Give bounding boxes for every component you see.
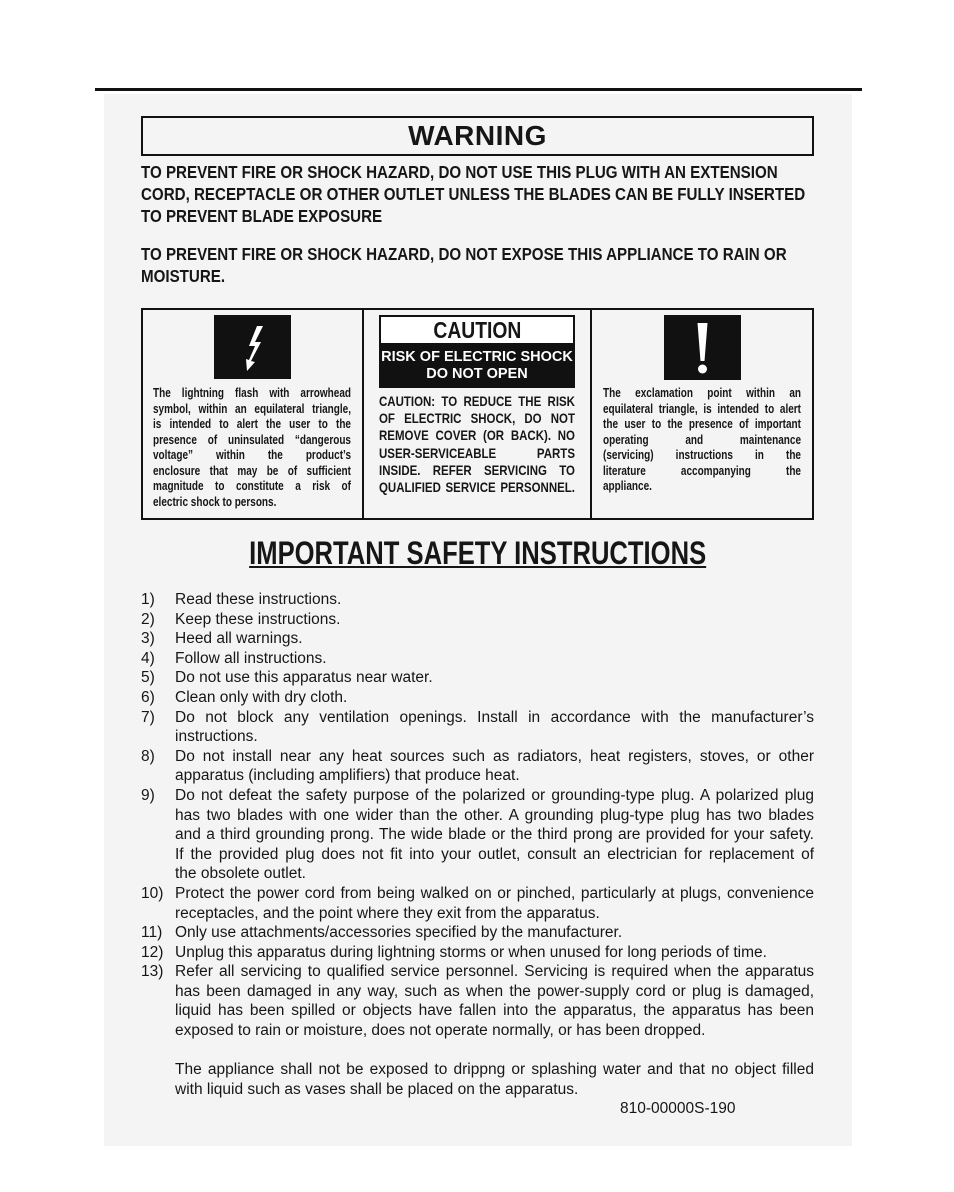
list-item (141, 747, 814, 786)
item-text-line: Do not use this apparatus near water. (175, 669, 433, 687)
description-line: operating and maintenance (603, 432, 801, 447)
column-divider (590, 310, 592, 518)
item-number: 12) (141, 943, 164, 961)
warning-line: TO PREVENT BLADE EXPOSURE (141, 206, 383, 226)
water-exposure-note (141, 1060, 814, 1099)
item-number: 7) (141, 708, 155, 726)
caution-label-box (379, 315, 575, 345)
item-text (175, 962, 814, 1040)
item-text (175, 943, 814, 963)
item-text-line: Follow all instructions. (175, 649, 327, 667)
description-line: electric shock to persons. (153, 494, 277, 509)
item-text-line: receptacles, and the point where they exit from the apparatus. (175, 904, 600, 922)
description-line: magnitude to constitute a risk of (153, 479, 351, 493)
banner-line: RISK OF ELECTRIC SHOCK (381, 349, 573, 365)
item-number: 8) (141, 747, 155, 765)
warning-line: TO PREVENT FIRE OR SHOCK HAZARD, DO NOT USE THIS PLUG WITH AN EXTENSION (141, 162, 778, 182)
instructions-heading (141, 535, 814, 571)
list-item (141, 649, 814, 669)
description-line: voltage” within the product’s (153, 448, 351, 462)
description-line: (servicing) instructions in the (603, 448, 801, 462)
item-text-line: Refer all servicing to qualified service personnel. Servicing is required when the apparatus (175, 963, 814, 981)
item-text (175, 668, 814, 688)
lightning-flash-icon (214, 315, 291, 379)
item-text-line: Heed all warnings. (175, 630, 303, 648)
warning-title: WARNING (408, 120, 547, 151)
item-text-line: Only use attachments/accessories specified by the manufacturer. (175, 924, 623, 942)
item-number: 6) (141, 688, 155, 706)
item-text-line: Keep these instructions. (175, 610, 341, 628)
exclamation-symbol-description (603, 386, 801, 495)
item-number: 2) (141, 610, 155, 628)
item-text-line: Protect the power cord from being walked on or pinched, particularly at plugs, convenience (175, 884, 814, 902)
item-text (175, 884, 814, 923)
description-line: appliance. (603, 479, 652, 493)
item-number: 5) (141, 669, 155, 687)
banner-line: DO NOT OPEN (426, 366, 528, 382)
item-text (175, 688, 814, 708)
item-text (175, 786, 814, 884)
description-line: is intended to alert the user to the (153, 417, 351, 431)
item-number: 11) (141, 924, 163, 942)
top-rule (95, 88, 862, 91)
caution-text (379, 393, 575, 496)
list-item (141, 943, 814, 963)
item-text-line: liquid has been spilled or objects have fallen into the apparatus, the apparatus has been (175, 1002, 814, 1020)
shock-warning-banner (379, 345, 575, 388)
caution-line: REMOVE COVER (OR BACK). NO (379, 427, 575, 444)
item-number: 3) (141, 630, 155, 648)
item-text-line: exposed to rain or moisture, does not operate normally, or has been dropped. (175, 1022, 706, 1040)
item-text-line: If the provided plug does not fit into your outlet, consult an electrician for replacement of (175, 845, 814, 863)
item-text-line: has been damaged in any way, such as when the power-supply cord or plug is damaged, (175, 982, 814, 1000)
caution-panel (141, 308, 814, 520)
part-number: 810-00000S-190 (620, 1100, 736, 1118)
warning-line: TO PREVENT FIRE OR SHOCK HAZARD, DO NOT EXPOSE THIS APPLIANCE TO RAIN OR (141, 244, 787, 264)
item-text-line: Clean only with dry cloth. (175, 688, 348, 706)
description-line: The exclamation point within an (603, 386, 801, 400)
caution-line: INSIDE. REFER SERVICING TO (379, 461, 575, 478)
item-text-line: the obsolete outlet. (175, 865, 306, 883)
column-divider (362, 310, 364, 518)
lightning-symbol-description (153, 386, 351, 510)
caution-line: QUALIFIED SERVICE PERSONNEL. (379, 479, 575, 496)
note-line: with liquid such as vases shall be placed on the apparatus. (175, 1080, 579, 1098)
item-text (175, 629, 814, 649)
caution-line: OF ELECTRIC SHOCK, DO NOT (379, 410, 575, 427)
item-text (175, 590, 814, 610)
list-item (141, 688, 814, 708)
item-text (175, 708, 814, 747)
exclamation-point-icon (664, 315, 741, 380)
item-number: 13) (141, 963, 164, 981)
list-item (141, 708, 814, 747)
warning-line: MOISTURE. (141, 266, 226, 286)
instructions-title: IMPORTANT SAFETY INSTRUCTIONS (248, 535, 706, 571)
item-number: 9) (141, 786, 155, 804)
item-text (175, 923, 814, 943)
list-item (141, 668, 814, 688)
caution-title: CAUTION (432, 317, 522, 343)
description-line: equilateral triangle, is intended to alert (603, 401, 801, 416)
list-item (141, 923, 814, 943)
list-item (141, 629, 814, 649)
item-number: 10) (141, 884, 164, 902)
item-text (175, 649, 814, 669)
item-number: 1) (141, 591, 155, 608)
item-text-line: apparatus (including amplifiers) that produce heat. (175, 767, 520, 785)
item-text-line: and a third grounding prong. The wide blade or the third prong are provided for your safety. (175, 826, 814, 844)
item-text-line: Do not defeat the safety purpose of the polarized or grounding-type plug. A polarized plug (175, 786, 814, 804)
list-item (141, 786, 814, 884)
item-text-line: Do not block any ventilation openings. Install in accordance with the manufacturer’s (175, 708, 814, 726)
description-line: enclosure that may be of sufficient (153, 463, 351, 478)
item-text-line: Unplug this apparatus during lightning storms or when unused for long periods of time. (175, 943, 767, 961)
item-text-line: Read these instructions. (175, 591, 342, 608)
list-item (141, 884, 814, 923)
item-text-line: Do not install near any heat sources such as radiators, heat registers, stoves, or other (175, 747, 814, 765)
description-line: literature accompanying the (603, 463, 801, 478)
item-text-line: instructions. (175, 728, 258, 746)
description-line: The lightning flash with arrowhead (153, 386, 351, 400)
caution-line: CAUTION: TO REDUCE THE RISK (379, 393, 575, 409)
instructions-list (141, 590, 814, 1119)
warning-line: CORD, RECEPTACLE OR OTHER OUTLET UNLESS THE BLADES CAN BE FULLY INSERTED (141, 184, 806, 204)
description-line: symbol, within an equilateral triangle, (153, 401, 351, 416)
list-item (141, 590, 814, 610)
list-item (141, 962, 814, 1040)
description-line: the user to the presence of important (603, 417, 801, 431)
item-text-line: has two blades with one wider than the other. A grounding plug-type plug has two blades (175, 806, 814, 824)
caution-line: USER-SERVICEABLE PARTS (379, 444, 575, 461)
warning-header-box (141, 116, 814, 156)
item-text (175, 747, 814, 786)
note-line: The appliance shall not be exposed to drippng or splashing water and that no object filled (175, 1061, 814, 1079)
warning-paragraph (141, 243, 787, 287)
warning-paragraph (141, 161, 805, 227)
item-number: 4) (141, 649, 155, 667)
item-text (175, 610, 814, 630)
list-item (141, 610, 814, 630)
description-line: presence of uninsulated “dangerous (153, 432, 351, 447)
